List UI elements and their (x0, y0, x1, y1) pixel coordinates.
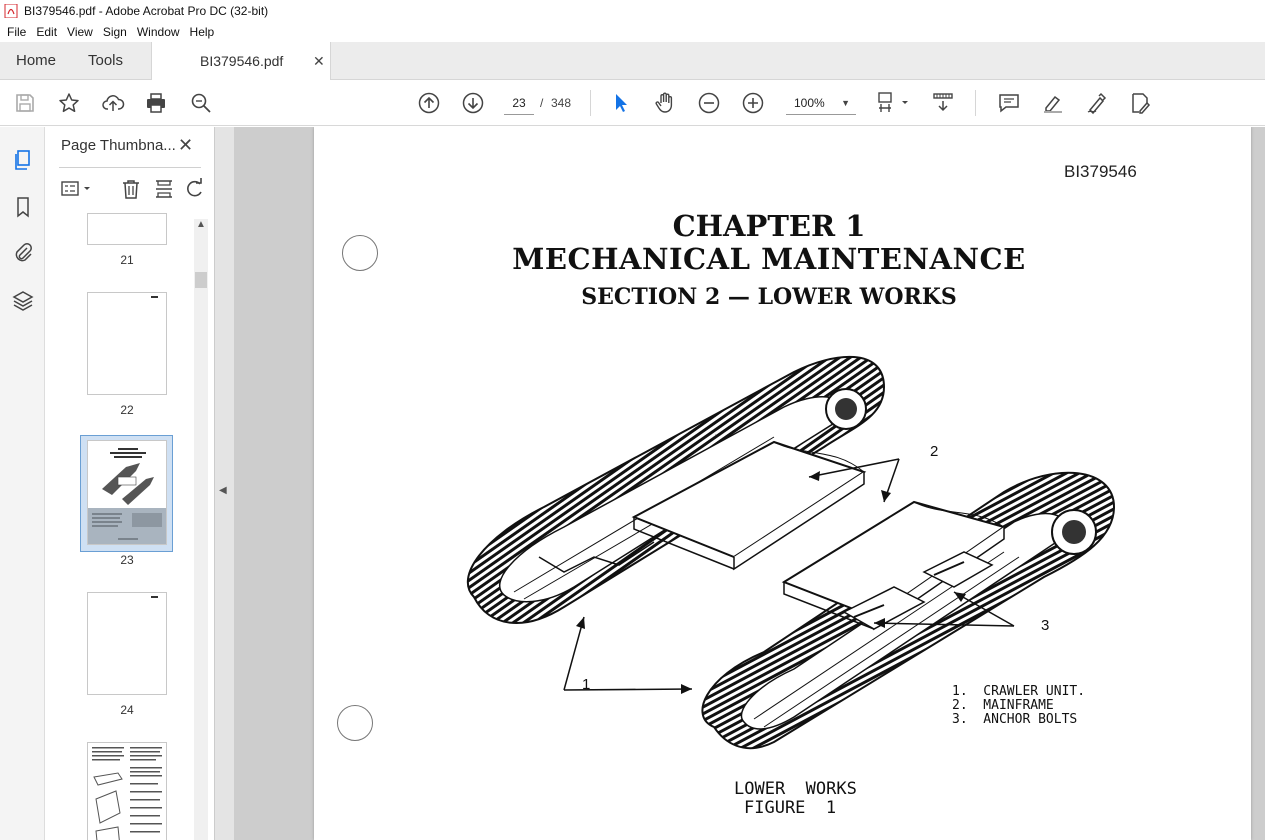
acrobat-app-icon (4, 4, 18, 18)
chapter-title: CHAPTER 1 (672, 209, 866, 243)
zoom-value: 100% (794, 96, 825, 110)
menu-help[interactable]: Help (189, 25, 215, 39)
page-total: 348 (551, 96, 572, 110)
zoom-select[interactable] (786, 91, 856, 115)
delete-page-icon[interactable] (119, 177, 143, 201)
thumbnail-label: 22 (120, 403, 134, 417)
pane-collapse-bar[interactable] (215, 127, 234, 840)
close-pane-icon[interactable]: ✕ (178, 135, 194, 155)
attachment-icon[interactable] (11, 241, 35, 265)
previous-page-icon[interactable] (417, 91, 441, 115)
bookmark-icon[interactable] (11, 195, 35, 219)
pane-toolbar (59, 175, 209, 203)
title-bar (0, 0, 1265, 22)
document-tab-label: BI379546.pdf (200, 53, 284, 69)
document-viewport[interactable] (234, 127, 1265, 840)
sign-icon[interactable] (1085, 91, 1109, 115)
thumbnail-label: 23 (120, 553, 134, 567)
tab-bar (0, 42, 1265, 80)
menu-sign[interactable]: Sign (102, 25, 127, 39)
thumbnail-page-25[interactable] (87, 742, 167, 840)
legend-item: 1. CRAWLER UNIT. (952, 684, 1086, 699)
thumbnails-pane (45, 127, 215, 840)
callout-label: 2 (930, 443, 939, 460)
legend-item: 3. ANCHOR BOLTS (952, 712, 1078, 727)
edit-pdf-icon[interactable] (1128, 91, 1152, 115)
thumbnail-scrollbar[interactable] (194, 219, 208, 840)
comment-icon[interactable] (997, 91, 1021, 115)
tab-document[interactable] (151, 42, 331, 81)
tab-tools[interactable]: Tools (88, 52, 124, 69)
hand-tool-icon[interactable] (653, 91, 677, 115)
callout-label: 1 (582, 676, 591, 693)
star-icon[interactable] (57, 91, 81, 115)
page-separator: / (540, 96, 544, 110)
thumbnail-page-24[interactable] (87, 592, 167, 695)
extract-page-icon[interactable] (152, 177, 176, 201)
layers-icon[interactable] (11, 289, 35, 313)
thumbnail-page-21[interactable] (87, 213, 167, 245)
rotate-page-icon[interactable] (183, 177, 207, 201)
toolbar-divider (975, 90, 976, 116)
highlight-pen-icon[interactable] (1041, 91, 1065, 115)
menu-edit[interactable]: Edit (36, 25, 58, 39)
figure-caption-number: FIGURE 1 (744, 798, 837, 818)
chapter-heading: MECHANICAL MAINTENANCE (512, 242, 1026, 276)
figure-legend (952, 685, 1085, 727)
document-id: BI379546 (1064, 162, 1137, 181)
callout-label: 3 (1041, 617, 1050, 634)
scroll-mode-icon[interactable] (931, 91, 955, 115)
zoom-in-icon[interactable] (741, 91, 765, 115)
pane-divider (59, 167, 201, 168)
print-icon[interactable] (144, 91, 168, 115)
scrollbar-thumb[interactable] (195, 272, 207, 288)
menu-window[interactable]: Window (136, 25, 180, 39)
menu-view[interactable]: View (67, 25, 93, 39)
toolbar-divider (590, 90, 591, 116)
page-number-input[interactable]: 23 (504, 91, 534, 115)
thumbnail-options-icon[interactable] (59, 177, 95, 201)
close-tab-icon[interactable]: ✕ (313, 53, 325, 69)
thumbnail-page-23[interactable] (87, 440, 167, 545)
select-cursor-icon[interactable] (609, 91, 633, 115)
collapse-arrow-icon[interactable]: ◀ (219, 485, 227, 496)
pane-title: Page Thumbna... (61, 137, 176, 154)
thumbnail-label: 21 (120, 253, 134, 267)
next-page-icon[interactable] (461, 91, 485, 115)
section-title: SECTION 2 — LOWER WORKS (581, 284, 957, 310)
toolbar (0, 80, 1265, 126)
navigation-rail (0, 127, 45, 840)
page-thumbnails-icon[interactable] (11, 148, 35, 172)
window-title: BI379546.pdf - Adobe Acrobat Pro DC (32-bit) (24, 4, 269, 18)
menu-bar (0, 22, 1265, 42)
zoom-out-icon[interactable] (697, 91, 721, 115)
search-zoom-icon[interactable] (189, 91, 213, 115)
figure-caption-title: LOWER WORKS (734, 779, 857, 799)
scroll-up-icon[interactable]: ▲ (196, 219, 206, 230)
legend-item: 2. MAINFRAME (952, 698, 1054, 713)
save-icon[interactable] (13, 91, 37, 115)
page-fit-icon[interactable] (876, 91, 912, 115)
thumbnail-page-22[interactable] (87, 292, 167, 395)
binder-hole (337, 705, 373, 741)
tab-home[interactable]: Home (16, 52, 57, 69)
thumbnail-list (45, 213, 195, 840)
menu-file[interactable]: File (7, 25, 27, 39)
binder-hole (342, 235, 378, 271)
upload-cloud-icon[interactable] (101, 91, 125, 115)
thumbnail-label: 24 (120, 703, 134, 717)
chevron-down-icon: ▼ (841, 98, 850, 108)
pdf-page (314, 127, 1251, 840)
